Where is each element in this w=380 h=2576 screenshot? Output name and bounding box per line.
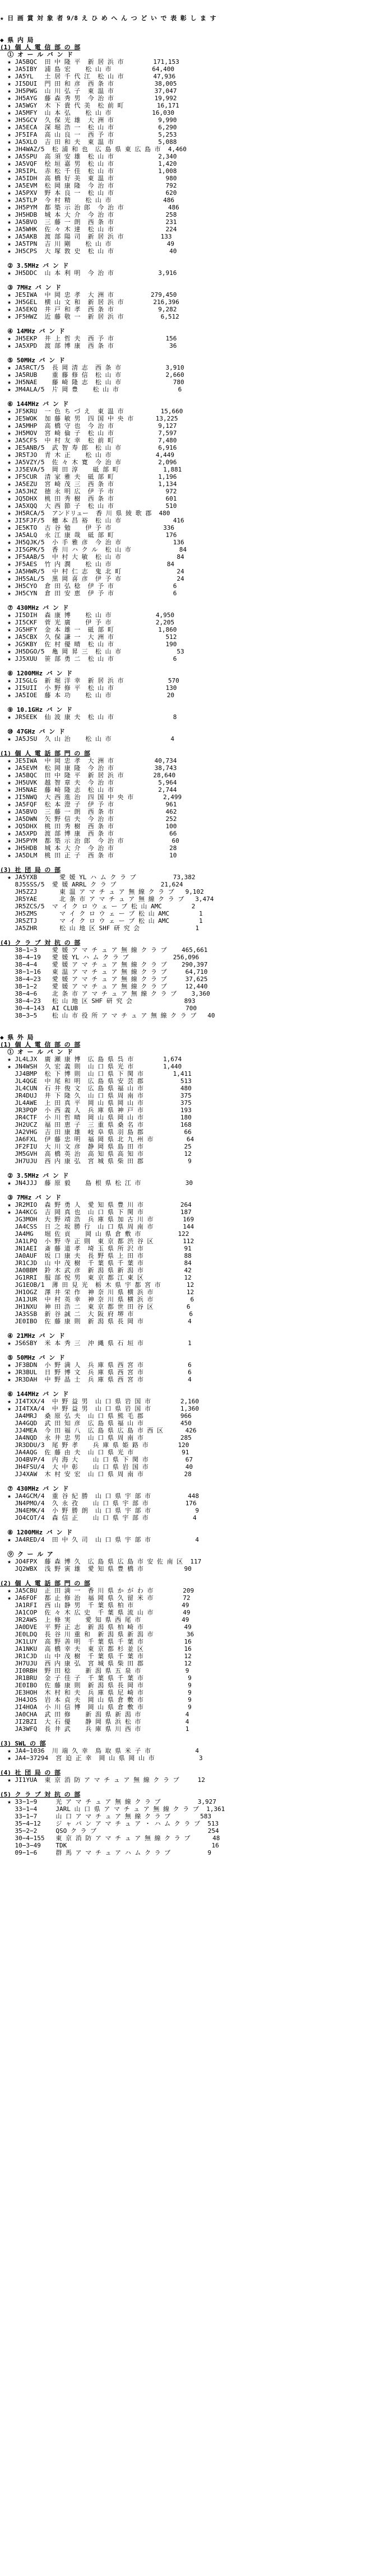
section-heading: ⑥ 144MHz バ ン ド xyxy=(0,1390,69,1398)
result-row: JA4AQG 佐 藤 由 夫 山 口 県 光 市 91 xyxy=(0,1449,189,1456)
blank-line xyxy=(0,859,380,866)
result-row: JR3DDU/3 尾 野 孝 兵 庫 県 姫 路 市 120 xyxy=(0,1441,189,1449)
result-row: ★ JA5CBU 正 田 満 一 香 川 県 か が わ 市 209 xyxy=(0,1587,194,1594)
result-row: JI0RBH 野 田 稔 新 潟 県 五 泉 市 9 xyxy=(0,1667,189,1674)
result-row: JA1NKU 高 橋 幸 夫 東 京 都 杉 並 区 16 xyxy=(0,1645,192,1653)
result-row: ★ JH5NAE 藤 崎 隆 志 松 山 市 2,744 xyxy=(0,786,177,794)
section-heading: ◆ 県 外 局 xyxy=(0,1034,34,1041)
result-row: ★ JA5XPD 渡 部 博 康 西 条 市 66 xyxy=(0,830,177,837)
result-row: JR2AWS 上 條 実 愛 知 県 西 尾 市 49 xyxy=(0,1616,189,1623)
result-row: ★ JH5EKP 井 上 哲 夫 西 予 市 156 xyxy=(0,335,177,342)
result-row: JI4HOA 小 川 信 博 岡 山 県 倉 敷 市 9 xyxy=(0,1704,192,1711)
result-row: JE3HOH 木 村 和 夫 兵 庫 県 尼 崎 市 9 xyxy=(0,1689,192,1696)
section-heading: ⑨ ク ー ル ア xyxy=(0,1551,53,1558)
result-row: 8J5SSS/5 愛 媛 ARRL ク ラ ブ 21,624 xyxy=(0,881,183,888)
result-row: ★ JE5IWA 中 岡 忠 孝 大 洲 市 279,450 xyxy=(0,291,177,298)
blank-line xyxy=(0,393,380,400)
result-row: JR5ZTJ マ イ ク ロ ウ ェ ー ブ 松 山 AMC 1 xyxy=(0,917,203,925)
result-row: ★ JA5EVM 松 岡 康 隆 今 治 市 792 xyxy=(0,182,177,189)
result-row: ★ JH5HDB 城 本 大 介 今 治 市 258 xyxy=(0,211,177,218)
result-row: JN4PMO/4 久 永 孜 山 口 県 宇 部 市 176 xyxy=(0,1500,197,1507)
result-row: ★ JM4ALA/5 片 岡 豊 松 山 市 6 xyxy=(0,386,182,393)
result-row: ★ JG5HFY 金 本 雄 一 砥 部 町 1,860 xyxy=(0,626,177,633)
result-row: ★ JA5XPD 渡 部 博 康 西 条 市 36 xyxy=(0,342,177,349)
result-row: ★ JI4TXX/4 中 野 益 男 山 口 県 岩 国 市 2,160 xyxy=(0,1398,200,1405)
result-row: ★ JA5ECA 深 堀 浩 一 松 山 市 6,290 xyxy=(0,124,177,131)
result-row: ★ JR3DAH 中 野 晶 士 兵 庫 県 西 宮 市 4 xyxy=(0,1376,192,1383)
blank-line xyxy=(0,1762,380,1769)
result-row: ★ JH5CYO 倉 田 弘 稔 伊 予 市 6 xyxy=(0,582,177,590)
result-row: ★ JA5JHZ 徳 永 明 広 伊 予 市 972 xyxy=(0,488,177,495)
blank-line xyxy=(0,662,380,670)
result-row: ★ JI5GPK/5 香 川 ハ ク ル 松 山 市 84 xyxy=(0,546,187,553)
result-row: 35−2−2 QSO ク ラ ブ 254 xyxy=(0,1827,219,1835)
result-row: 38−4−23 愛 媛 ア マ チ ュ ア 無 線 ク ラ ブ 37,625 xyxy=(0,976,208,983)
result-row: ★ JA5EVM 松 岡 康 隆 今 治 市 38,743 xyxy=(0,764,177,772)
result-row: ★ JE5ANB/5 武 智 寿 郎 松 山 市 6,916 xyxy=(0,444,177,451)
result-row: ★ 33−1−9 光 ア マ チ ュ ア 無 線 ク ラ ブ 3,927 xyxy=(0,1798,216,1805)
blank-line xyxy=(0,349,380,357)
result-row: ★ JA5VQF 桧 垣 嘉 男 松 山 市 1,420 xyxy=(0,160,177,167)
result-row: ★ JH5AYG 藤 森 秀 男 今 治 市 19,992 xyxy=(0,95,177,102)
result-row: ★ JI5NWQ 大 西 進 治 四 国 中 央 市 2,499 xyxy=(0,794,182,801)
blank-line xyxy=(0,1733,380,1740)
result-row: ★ JH4WAZ/5 松 浦 和 也 広 島 県 東 広 島 市 4,460 xyxy=(0,146,187,153)
result-row: ★ JA6FOF 都 止 修 治 福 岡 県 久 留 米 市 72 xyxy=(0,1594,191,1602)
result-row: 38−3−5 松 山 市 役 所 ア マ チ ュ ア 無 線 ク ラ ブ 40 xyxy=(0,1012,215,1019)
result-row: ★ JL4LJX 廣 瀬 康 博 広 島 県 呉 市 1,674 xyxy=(0,1056,182,1063)
result-row: ★ JA5WHK 佐 々 木 達 松 山 市 224 xyxy=(0,226,177,233)
result-row: 10−3−49 TDK 16 xyxy=(0,1842,219,1849)
section-heading: (1) 個 人 電 信 部 の 部 xyxy=(0,1041,81,1048)
result-row: ★ JA5EZU 宮 崎 茂 三 西 条 市 1,134 xyxy=(0,480,177,488)
result-row: ★ JA5TPN 吉 川 剛 松 山 市 49 xyxy=(0,240,175,248)
result-row: ★ JH5MOV 宮 崎 倫 子 松 山 市 7,597 xyxy=(0,430,177,437)
result-row: 33−1−4 JARL 山 口 県 ア マ チ ュ ア 無 線 ク ラ ブ 1,361 xyxy=(0,1805,225,1813)
result-row: ★ JA4GCM/4 重 谷 紀 勝 山 口 県 宇 部 市 448 xyxy=(0,1492,200,1500)
result-row: ★ JE5KTO 古 谷 勉 伊 予 市 336 xyxy=(0,524,175,531)
result-row: JA0DVE 平 野 正 志 新 潟 県 柏 崎 市 49 xyxy=(0,1623,192,1631)
result-row: ★ JA5DWN 矢 野 信 夫 今 治 市 252 xyxy=(0,815,177,823)
result-row: ★ JA5WGY 木 下 貴 代 美 松 前 町 16,171 xyxy=(0,102,179,109)
result-row: ★ JH5CPS 大 塚 敦 史 松 山 市 40 xyxy=(0,248,177,255)
section-heading: (3) SWL の 部 xyxy=(0,1740,46,1747)
result-row: ★ JF5AAB/5 中 村 大 敏 松 山 市 84 xyxy=(0,553,184,561)
result-row: ★ JI5DUI 門 田 和 彦 西 条 市 38,005 xyxy=(0,80,177,87)
result-row: ★ JN4WSH 久 宏 義 則 山 口 県 光 市 1,440 xyxy=(0,1063,182,1070)
result-row: 09−1−6 群 馬 ア マ チ ュ ア ハ ム ク ラ ブ 9 xyxy=(0,1849,212,1856)
result-row: ★ JA5PXV 野 本 良 一 松 山 市 620 xyxy=(0,189,177,197)
result-row: JI2BZI 大 石 優 静 岡 県 浜 松 市 4 xyxy=(0,1718,189,1725)
result-row: JN4EMK/4 小 野 勝 朗 山 口 県 宇 部 市 9 xyxy=(0,1507,200,1514)
blank-line xyxy=(0,699,380,706)
result-row: ★ JA5RCT/5 長 岡 清 志 西 条 市 3,910 xyxy=(0,364,184,371)
result-row: JR5ZCS/5 マ イ ク ロ ウ ェ ー ブ 松 山 AMC 2 xyxy=(0,903,196,910)
section-heading: ④ 14MHz バ ン ド xyxy=(0,328,65,335)
result-row: 38−4−4 愛 媛 ア マ チ ュ ア 無 線 ク ラ ブ 290,397 xyxy=(0,961,208,968)
result-row: ★ JA5IOE 藤 本 功 松 山 市 20 xyxy=(0,692,175,699)
result-row: ★ JR5IPL 赤 松 千 佳 松 山 市 1,008 xyxy=(0,167,177,175)
result-row: JA4NQD 永 井 忠 男 山 口 県 周 南 市 285 xyxy=(0,1434,192,1441)
result-row: JN1AEI 斎 藤 道 孝 埼 玉 県 所 沢 市 91 xyxy=(0,1245,192,1252)
result-row: JH4FSU/4 大 中 彰 山 口 県 岩 国 市 40 xyxy=(0,1463,193,1471)
result-row: JR1CJD 山 中 茂 樹 千 葉 県 千 葉 市 84 xyxy=(0,1259,192,1267)
result-row: JG3MOH 大 野 靖 浩 兵 庫 県 加 古 川 市 169 xyxy=(0,1216,194,1223)
result-row: ★ JH5DGO/5 亀 岡 昇 三 松 山 市 53 xyxy=(0,648,184,655)
result-row: ★ JA5RUB 重 藤 修 信 松 山 市 2,660 xyxy=(0,371,184,379)
section-heading: ③ 7MHz バ ン ド xyxy=(0,284,62,291)
result-row: ★ JI5FJF/5 穗 本 昌 裕 松 山 市 416 xyxy=(0,517,184,524)
result-row: JH5ZZJ 東 温 ア マ チ ュ ア 無 線 ク ラ ブ 9,102 xyxy=(0,888,204,895)
result-row: JL4QGE 中 尾 和 明 広 島 県 安 芸 郡 513 xyxy=(0,1077,192,1085)
result-row: ★ JA5EKQ 井 戸 和 孝 西 条 市 9,282 xyxy=(0,306,177,313)
result-row: JA1JUR 中 村 英 幸 神 奈 川 県 横 浜 市 6 xyxy=(0,1296,194,1303)
result-row: ★ JH5HDB 城 本 大 介 今 治 市 28 xyxy=(0,844,177,852)
section-heading: ⑤ 50MHz バ ン ド xyxy=(0,1354,65,1361)
result-row: ★ JH5GCV 久 保 光 雄 大 洲 市 9,990 xyxy=(0,116,177,124)
section-heading: ⑧ 1200MHz バ ン ド xyxy=(0,1529,72,1536)
result-row: JH1OGZ 澤 井 栄 作 神 奈 川 県 横 浜 市 12 xyxy=(0,1289,194,1296)
result-row: JG1RRI 服 部 悦 男 東 京 都 江 東 区 12 xyxy=(0,1274,192,1281)
result-row: JH7UJU 西 内 康 弘 宮 城 県 柴 田 郡 9 xyxy=(0,1158,192,1165)
result-row: JA2VHG 吉 田 康 雄 岐 阜 県 羽 島 郡 66 xyxy=(0,1128,192,1136)
blank-line xyxy=(0,1543,380,1551)
result-row: 30−4−155 東 京 消 防 ア マ チ ュ ア 無 線 ク ラ ブ 48 xyxy=(0,1835,220,1842)
result-row: ★ JE5WOK 加 藤 敏 男 四 国 中 央 市 13,225 xyxy=(0,415,178,422)
section-heading: ⑦ 430MHz バ ン ド xyxy=(0,1485,69,1492)
blank-line xyxy=(0,1347,380,1354)
result-row: ★ JH5RCA/5 アンドリュー 香 川 県 綾 歌 郡 480 xyxy=(0,510,170,517)
result-row: JE0LDQ 長 谷 川 重 和 新 潟 県 新 潟 市 36 xyxy=(0,1631,194,1638)
result-row: ★ JR3BUL 日 野 博 文 兵 庫 県 西 宮 市 6 xyxy=(0,1369,192,1376)
result-row: ★ JA5TLP 今 村 精 松 山 市 486 xyxy=(0,197,175,204)
result-row: ★ JH5PYM 都 築 示 治 郎 今 治 市 486 xyxy=(0,204,179,211)
result-row: ★ JA5SPU 高 須 安 雄 松 山 市 2,340 xyxy=(0,153,177,160)
section-heading: ⑨ 10.1GHz バ ン ド xyxy=(0,706,72,713)
result-row: ★ JA5FQF 松 本 澄 子 伊 予 市 961 xyxy=(0,801,177,808)
result-row: ★ JA5MFY 山 本 弘 松 山 市 16,030 xyxy=(0,109,175,116)
result-row: 38−4−23 松 山 地 区 SHF 研 究 会 893 xyxy=(0,997,196,1005)
result-row: JH2UCZ 福 田 恵 子 三 重 県 桑 名 市 168 xyxy=(0,1121,192,1128)
result-row: ★ JI5GLG 新 堀 洋 幸 新 居 浜 市 570 xyxy=(0,677,179,684)
blank-line xyxy=(0,1522,380,1529)
section-heading: ⑤ 50MHz バ ン ド xyxy=(0,357,65,364)
result-row: ★ JE5IWA 中 岡 忠 孝 大 洲 市 40,734 xyxy=(0,757,177,764)
result-row: 33−1−7 山 口 ア マ チ ュ ア 無 線 ク ラ ブ 583 xyxy=(0,1813,212,1820)
blank-line xyxy=(0,277,380,284)
result-row: ★ JA5JSU 久 山 治 松 山 市 4 xyxy=(0,735,175,743)
result-row: ★ JA4KCG 吉 岡 真 也 山 口 県 下 関 市 187 xyxy=(0,1208,192,1216)
result-row: JA1COP 佐 々 木 広 史 千 葉 県 流 山 市 49 xyxy=(0,1609,191,1616)
result-row: ★ JH5DDC 山 本 利 明 今 治 市 3,916 xyxy=(0,269,177,277)
result-row: JH4JOS 岩 本 貞 夫 岡 山 県 倉 敷 市 9 xyxy=(0,1696,192,1704)
result-row: JA0CHA 武 田 修 新 潟 県 新 潟 市 4 xyxy=(0,1711,189,1718)
blank-line xyxy=(0,721,380,728)
blank-line xyxy=(0,1187,380,1194)
result-row: ★ JA5XLO 吉 田 和 夫 東 温 市 5,088 xyxy=(0,138,177,146)
result-row: ★ JH5CYN 倉 田 安 恵 伊 予 市 6 xyxy=(0,590,177,597)
blank-line xyxy=(0,320,380,328)
result-row: JL4CUN 石 井 俊 文 広 島 県 福 山 市 480 xyxy=(0,1085,192,1092)
result-row: ★ JF5KRU 一 色 ち づ え 東 温 市 15,660 xyxy=(0,408,183,415)
result-row: 38−4−6 北 条 市 ア マ チ ュ ア 無 線 ク ラ ブ 3,360 xyxy=(0,990,210,997)
result-row: JQ2WBX 浅 野 寅 雄 愛 知 県 豊 橋 市 90 xyxy=(0,1565,192,1572)
result-row: JH5ZMS マ イ ク ロ ウ ェ ー ブ 松 山 AMC 1 xyxy=(0,910,203,917)
result-row: JR5YAE 北 条 市 ア マ チ ュ ア 無 線 ク ラ ブ 3,474 xyxy=(0,895,214,903)
result-row: JE0IBO 佐 藤 康 則 新 潟 県 長 岡 市 9 xyxy=(0,1682,192,1689)
result-row: JJ4XAW 木 村 安 宏 山 口 県 周 南 市 28 xyxy=(0,1471,192,1478)
result-row: ★ JA5BVO 三 藤 一 朗 西 条 市 462 xyxy=(0,808,177,815)
result-row: ★ JJ5EVA/5 岡 田 淳 砥 部 町 1,881 xyxy=(0,466,182,473)
section-heading: ② 3.5MHz バ ン ド xyxy=(0,1172,69,1179)
result-row: ★ JA5XQQ 大 西 節 子 松 山 市 510 xyxy=(0,502,177,510)
result-row: ★ JH5NAE 藤 崎 隆 志 松 山 市 780 xyxy=(0,379,184,386)
section-heading: ① オ ー ル バ ン ド xyxy=(0,51,73,58)
result-row: JA3WFQ 長 井 武 兵 庫 県 川 西 市 1 xyxy=(0,1725,189,1733)
result-row: ★ JF5CUR 清 家 雅 夫 砥 部 町 1,196 xyxy=(0,473,177,480)
result-row: JG1EOB/1 薄 田 見 光 栃 木 県 宇 都 宮 市 12 xyxy=(0,1281,194,1289)
blank-line xyxy=(0,743,380,750)
result-row: ★ JH5QJK/5 小 手 雅 彦 今 治 市 136 xyxy=(0,539,184,546)
result-row: ★ JF3BDN 小 野 満 人 兵 庫 県 西 宮 市 6 xyxy=(0,1361,192,1369)
result-row: JR1CJD 山 中 茂 樹 千 葉 県 千 葉 市 12 xyxy=(0,1653,192,1660)
blank-line xyxy=(0,597,380,604)
result-row: ★ JH5PWG 山 川 弘 子 東 温 市 37,047 xyxy=(0,87,177,95)
section-heading: ④ 21MHz バ ン ド xyxy=(0,1332,65,1340)
result-row: JA1RFI 西 山 静 男 千 葉 県 柏 市 49 xyxy=(0,1602,189,1609)
section-heading: ⑩ 47GHz バ ン ド xyxy=(0,728,65,735)
blank-line xyxy=(0,1478,380,1485)
section-heading: (3) 社 団 局 の 部 xyxy=(0,866,61,874)
blank-line xyxy=(0,1165,380,1172)
result-row: JA3SSB 新 谷 誠 二 大 阪 府 堺 市 6 xyxy=(0,1310,193,1318)
result-row: ★ JA5YXB 愛 媛 YL ハ ム ク ラ ブ 73,382 xyxy=(0,874,196,881)
result-row: ★ JI5DIH 森 康 博 松 山 市 4,950 xyxy=(0,612,175,619)
section-heading: (1) 個 人 電 信 部 の 部 xyxy=(0,44,81,51)
result-row: ★ JA4−37294 宮 迫 正 幸 岡 山 県 岡 山 市 3 xyxy=(0,1754,203,1762)
blank-line xyxy=(0,1784,380,1791)
result-row: ★ JF5HWZ 近 藤 敬 一 新 居 浜 市 6,512 xyxy=(0,313,179,320)
result-row: ★ JI5CKF 菅 光 廣 伊 予 市 2,205 xyxy=(0,619,175,626)
result-row: ★ JS6SBY 米 本 秀 三 沖 縄 県 石 垣 市 1 xyxy=(0,1340,192,1347)
result-row: JH1NXU 神 田 浩 二 東 京 都 世 田 谷 区 6 xyxy=(0,1303,191,1310)
result-row: JH7UJU 西 内 康 弘 宮 城 県 柴 田 郡 12 xyxy=(0,1660,192,1667)
blank-line xyxy=(0,1019,380,1026)
result-row: ★ JA5MHP 高 橋 守 也 今 治 市 9,127 xyxy=(0,422,177,430)
blank-line xyxy=(0,1572,380,1580)
result-row: ★ JH5PYM 都 築 示 治 郎 今 治 市 60 xyxy=(0,837,179,844)
result-row: JR3PQP 小 西 義 人 兵 庫 県 神 戸 市 193 xyxy=(0,1107,192,1114)
result-row: JK1LUY 高 野 善 明 千 葉 県 千 葉 市 16 xyxy=(0,1638,192,1645)
result-row: ★ JA5BQC 田 中 隆 平 新 居 浜 市 171,153 xyxy=(0,58,179,66)
result-row: 38−1−3 愛 媛 ア マ チ ュ ア 無 線 ク ラ ブ 465,661 xyxy=(0,946,208,954)
section-heading: ① オ ー ル バ ン ド xyxy=(0,1048,73,1056)
result-row: ★ JQ5DHX 桃 田 秀 樹 西 条 市 100 xyxy=(0,823,177,830)
result-row: ★ JA5CBX 久 保 謙 一 大 洲 市 512 xyxy=(0,633,177,641)
result-row: ★ JA5BVO 三 藤 一 朗 西 条 市 231 xyxy=(0,218,177,226)
result-row: ★ JA5IBY 浦 島 宏 松 山 市 64,400 xyxy=(0,66,175,73)
blank-line xyxy=(0,1383,380,1390)
result-row: ★ JH5SAL/5 黒 岡 喜 彦 伊 予 市 24 xyxy=(0,575,184,582)
result-row: 38−1−2 愛 媛 ア マ チ ュ ア 無 線 ク ラ ブ 12,440 xyxy=(0,983,208,990)
result-row: ★ JA5VZY/5 佐 々 木 寛 今 治 市 2,096 xyxy=(0,459,177,466)
result-row: ★ JA5IDH 高 橋 好 美 東 温 市 980 xyxy=(0,175,177,182)
result-row: 35−4−12 ジ ャ パ ン ア マ チ ュ ア ・ ハ ム ク ラ ブ 513 xyxy=(0,1820,219,1827)
page-title: ★ 日 画 賞 対 象 者 9/8 え ひ め へ ん つ ど い で 表 彰 し ま す xyxy=(0,15,216,22)
result-row: ★ JA5ALQ 永 江 康 哉 砥 部 町 176 xyxy=(0,531,177,539)
result-row: JA0AUF 坂 口 康 夫 長 野 県 上 田 市 88 xyxy=(0,1252,192,1259)
result-row: ★ JA5CFS 中 村 友 幸 松 前 町 7,480 xyxy=(0,437,177,444)
result-row: ★ JA5BQC 田 中 隆 平 新 居 浜 市 28,640 xyxy=(0,772,176,779)
result-row: ★ JH5UVK 越 智 章 夫 今 治 市 5,964 xyxy=(0,779,177,786)
result-row: ★ JI4TXA/4 中 野 益 男 山 口 県 岩 国 市 1,360 xyxy=(0,1405,200,1412)
result-row: 38−4−19 愛 媛 YL ハ ム ク ラ ブ 256,096 xyxy=(0,954,200,961)
section-heading: (4) ク ラ ブ 対 抗 の 部 xyxy=(0,939,81,946)
result-row: 38−1−16 東 温 ア マ チ ュ ア 無 線 ク ラ ブ 64,710 xyxy=(0,968,208,976)
result-row: ★ JI1YUA 東 京 消 防 ア マ チ ュ ア 無 線 ク ラ ブ 12 xyxy=(0,1776,205,1784)
result-row: JA0BBM 鈴 木 武 彦 新 潟 県 新 潟 市 42 xyxy=(0,1267,192,1274)
result-row: ★ JF5AES 竹 内 潤 松 山 市 84 xyxy=(0,561,175,568)
result-row: JM5GVH 高 橋 英 治 高 知 県 高 知 市 12 xyxy=(0,1150,192,1158)
result-row: JJ4BMP 松 下 博 則 山 口 県 下 関 市 1,411 xyxy=(0,1070,192,1077)
section-heading: ⑦ 430MHz バ ン ド xyxy=(0,604,69,612)
results-list xyxy=(0,36,380,1856)
result-row: JR1BRU 金 子 佳 子 千 葉 県 千 葉 市 9 xyxy=(0,1674,192,1682)
blank-line xyxy=(0,932,380,939)
result-row: ★ JI5UII 小 野 修 平 松 山 市 130 xyxy=(0,684,177,692)
section-heading: ② 3.5MHz バ ン ド xyxy=(0,262,69,269)
result-row: ★ JA5YL 土 居 千 代 江 松 山 市 47,936 xyxy=(0,73,176,80)
result-row: ★ JR5TJO 青 木 正 松 山 市 4,449 xyxy=(0,451,175,459)
result-row: JA4MRJ 桑 原 弘 夫 山 口 県 熊 毛 郡 966 xyxy=(0,1412,192,1420)
result-row: ★ JA4RED/4 田 中 久 司 山 口 県 宇 部 市 4 xyxy=(0,1536,200,1543)
result-row: JA6FXL 伊 藤 忠 明 福 岡 県 北 九 州 市 64 xyxy=(0,1136,194,1143)
blank-line xyxy=(0,255,380,262)
section-heading: (2) 個 人 電 話 部 門 の 部 xyxy=(0,1580,90,1587)
result-row: JJ4MEA 今 田 福 八 広 島 県 広 島 市 西 区 426 xyxy=(0,1427,197,1434)
result-row: JA1LPQ 小 野 寺 正 則 東 京 都 渋 谷 区 112 xyxy=(0,1238,194,1245)
result-row: 30−4−143 AI CLUB 700 xyxy=(0,1005,197,1012)
result-row: ★ JF5IFA 高 山 良 一 西 予 市 5,253 xyxy=(0,131,177,138)
blank-line xyxy=(0,1325,380,1332)
result-row: JO4BVP/4 内 海 大 山 口 県 下 関 市 67 xyxy=(0,1456,193,1463)
result-row: ★ JR2MIO 森 野 勇 人 愛 知 県 豊 川 市 264 xyxy=(0,1201,192,1208)
result-row: JR4DUJ 井 下 隆 久 山 口 県 周 南 市 375 xyxy=(0,1092,192,1099)
result-row: JO4COT/4 森 信 正 山 口 県 宇 部 市 4 xyxy=(0,1514,197,1522)
result-row: ★ JJ5XUU 笹 部 勇 二 松 山 市 6 xyxy=(0,655,177,662)
result-row: JR4CTF 小 川 哲 晴 岡 山 県 岡 山 市 180 xyxy=(0,1114,192,1121)
result-row: JF2FIU 大 川 文 彦 静 岡 県 島 田 市 25 xyxy=(0,1143,192,1150)
result-row: ★ JQ5DHX 桃 田 秀 樹 西 条 市 601 xyxy=(0,495,177,502)
section-heading: ⑥ 144MHz バ ン ド xyxy=(0,400,69,408)
result-row: JL4AWE 上 田 真 平 岡 山 県 岡 山 市 375 xyxy=(0,1099,192,1107)
result-row: JA4MG 堀 佐 貢 岡 山 県 倉 敷 市 122 xyxy=(0,1230,189,1238)
result-row: JA4GQD 武 田 知 彦 広 島 県 福 山 市 450 xyxy=(0,1420,192,1427)
result-row: JE0IBO 佐 藤 康 則 新 潟 県 長 岡 市 4 xyxy=(0,1318,192,1325)
result-row: ★ JA5HWR/5 中 村 仁 志 鬼 北 町 24 xyxy=(0,568,184,575)
section-heading: (1) 個 人 電 話 部 門 の 部 xyxy=(0,750,90,757)
section-heading: (5) ク ラ ブ 対 抗 の 部 xyxy=(0,1791,81,1798)
result-row: ★ JA5AKB 渡 部 陽 司 新 居 浜 市 133 xyxy=(0,233,172,240)
result-row: ★ JO4FPX 藤 森 博 久 広 島 県 広 島 市 安 佐 南 区 117 xyxy=(0,1558,202,1565)
blank-line xyxy=(0,1026,380,1034)
result-row: JA4CSS 日 之 坂 勝 行 山 口 県 周 南 市 144 xyxy=(0,1223,194,1230)
result-row: ★ JA4−1036 川 端 久 幸 鳥 取 県 米 子 市 4 xyxy=(0,1747,200,1754)
result-row: ★ JA5DLM 桃 田 正 子 西 条 市 10 xyxy=(0,852,177,859)
result-row: ★ JN4JJJ 藤 原 毅 島 根 県 松 江 市 30 xyxy=(0,1179,193,1187)
section-heading: ③ 7MHz バ ン ド xyxy=(0,1194,62,1201)
result-row: ★ JH5GEL 横 山 文 和 新 居 浜 市 216,396 xyxy=(0,298,179,306)
result-row: JA5ZHR 松 山 地 区 SHF 研 究 会 1 xyxy=(0,925,200,932)
section-heading: ◆ 県 内 局 xyxy=(0,36,34,44)
section-heading: ⑧ 1200MHz バ ン ド xyxy=(0,670,72,677)
result-row: ★ JR5EEK 仙 波 康 夫 松 山 市 8 xyxy=(0,713,177,721)
result-row: ★ JG5KBY 佐 村 優 晴 松 山 市 190 xyxy=(0,641,177,648)
section-heading: (4) 社 団 局 の 部 xyxy=(0,1769,61,1776)
